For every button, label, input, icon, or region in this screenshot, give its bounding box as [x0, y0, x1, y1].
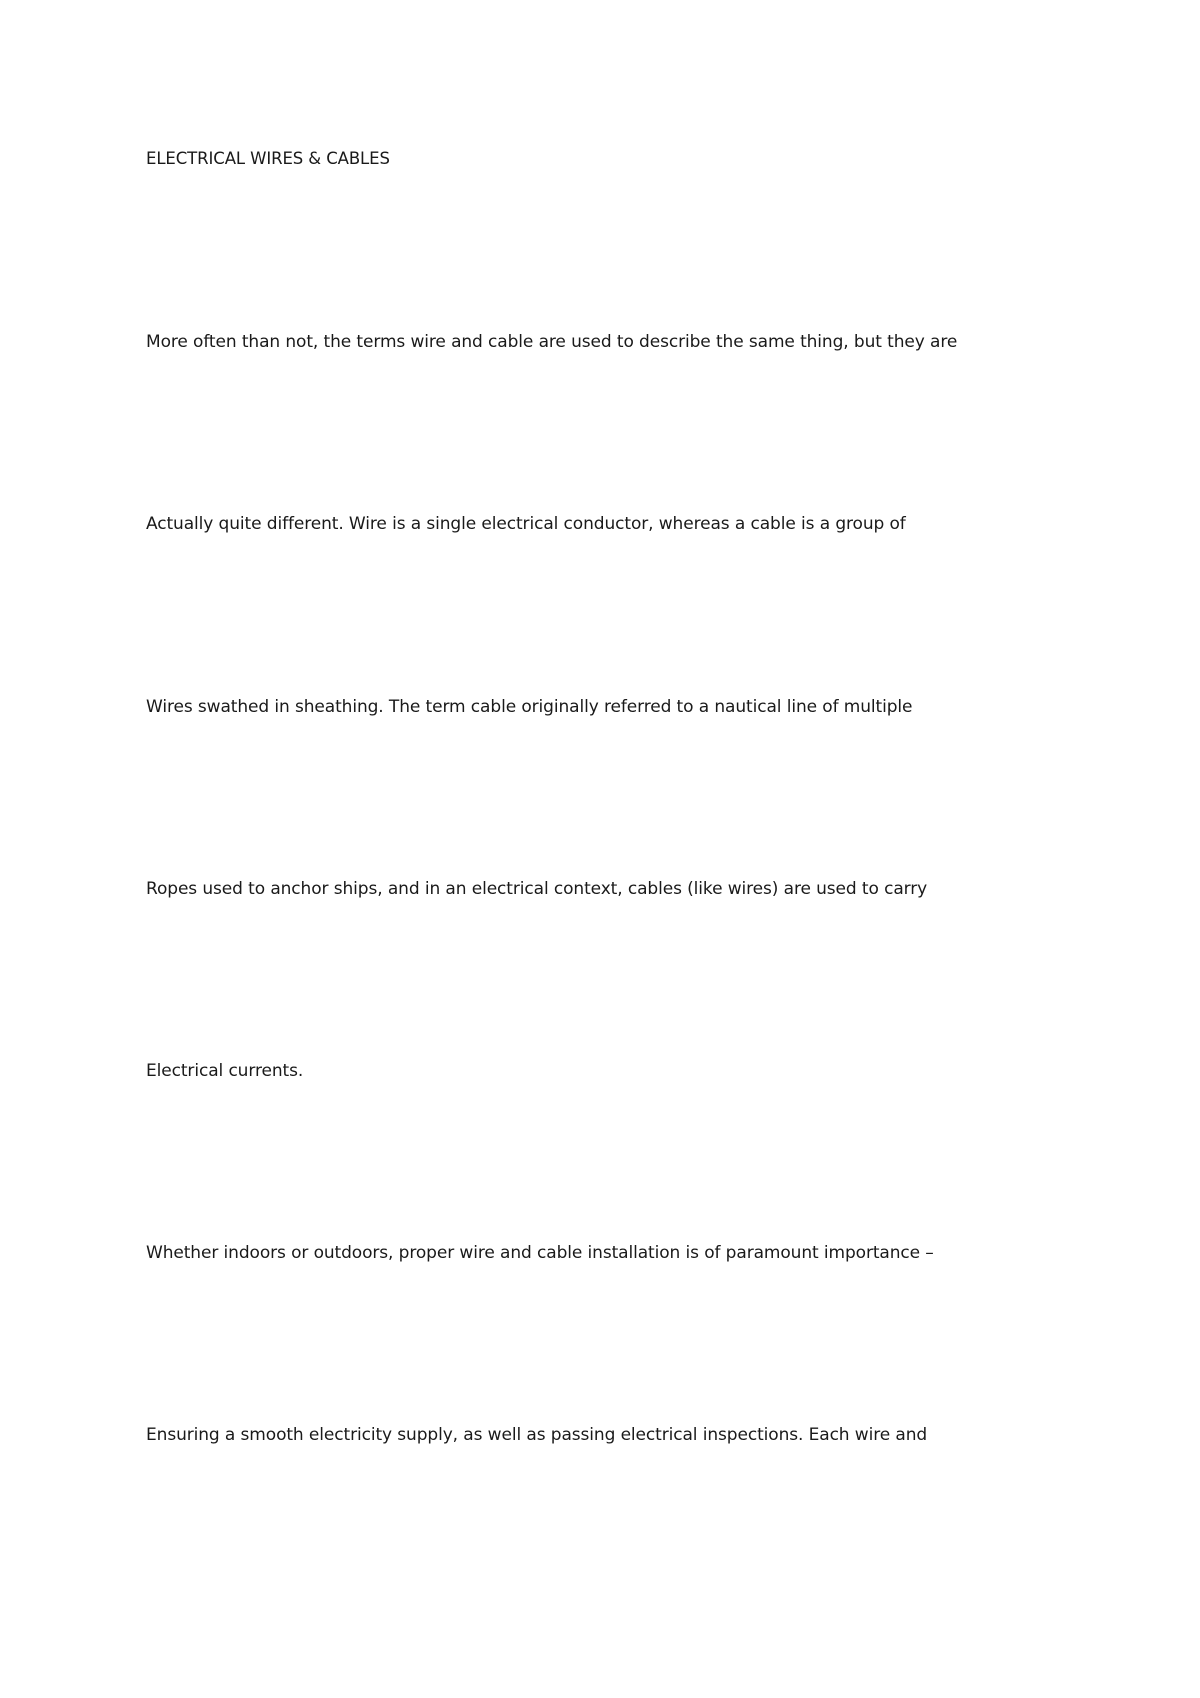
body-line: Actually quite different. Wire is a single electrical conductor, whereas a cable is a group of: [146, 514, 906, 534]
body-line: Ensuring a smooth electricity supply, as well as passing electrical inspections. Each wire and: [146, 1425, 928, 1445]
body-line: Electrical currents.: [146, 1061, 304, 1081]
document-title: ELECTRICAL WIRES & CABLES: [146, 149, 390, 168]
body-line: Ropes used to anchor ships, and in an electrical context, cables (like wires) are used to carry: [146, 879, 928, 899]
body-line: Wires swathed in sheathing. The term cable originally referred to a nautical line of multiple: [146, 697, 913, 717]
body-line: Whether indoors or outdoors, proper wire and cable installation is of paramount importance –: [146, 1243, 934, 1263]
body-line: More often than not, the terms wire and cable are used to describe the same thing, but they are: [146, 332, 958, 352]
